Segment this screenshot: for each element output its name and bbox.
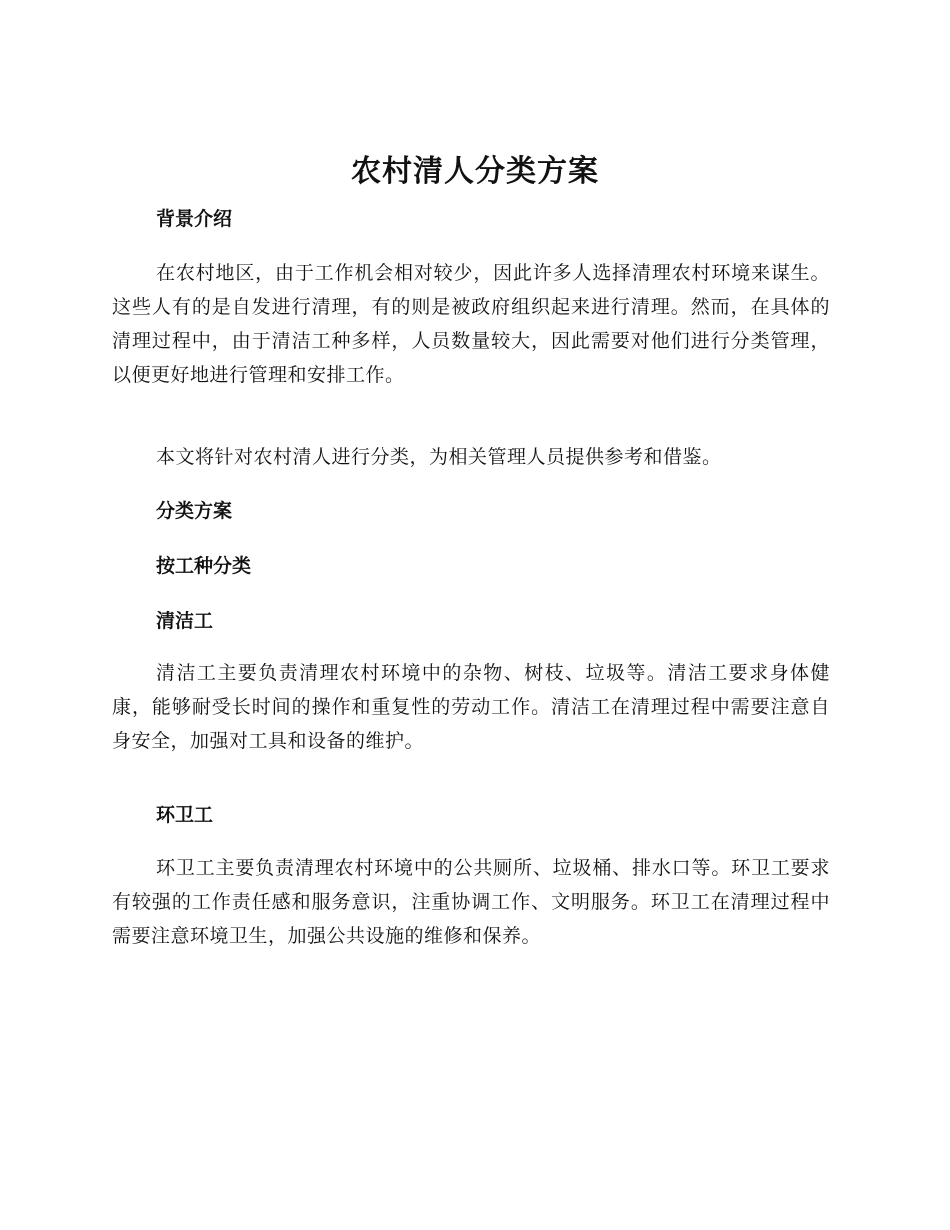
background-paragraph-1: 在农村地区，由于工作机会相对较少，因此许多人选择清理农村环境来谋生。这些人有的是自发进行清理，有的则是被政府组织起来进行清理。然而，在具体的清理过程中，由于清洁工种多样，人员数量较大，因此需要对他们进行分类管理，以便更好地进行管理和安排工作。 [112, 262, 830, 386]
section-heading-scheme: 分类方案 [156, 500, 233, 522]
document-title: 农村清人分类方案 [351, 154, 599, 189]
subheading-by-job-type: 按工种分类 [156, 555, 252, 577]
cleaner-paragraph: 清洁工主要负责清理农村环境中的杂物、树枝、垃圾等。清洁工要求身体健康，能够耐受长时间的操作和重复性的劳动工作。清洁工在清理过程中需要注意自身安全，加强对工具和设备的维护。 [112, 662, 830, 752]
heading-cleaner: 清洁工 [156, 610, 214, 632]
sanitation-paragraph: 环卫工主要负责清理农村环境中的公共厕所、垃圾桶、排水口等。环卫工要求有较强的工作责任感和服务意识，注重协调工作、文明服务。环卫工在清理过程中需要注意环境卫生，加强公共设施的维修和保养。 [112, 857, 830, 947]
background-paragraph-2: 本文将针对农村清人进行分类，为相关管理人员提供参考和借鉴。 [156, 446, 722, 468]
section-heading-background: 背景介绍 [156, 208, 233, 230]
heading-sanitation-worker: 环卫工 [156, 804, 214, 826]
